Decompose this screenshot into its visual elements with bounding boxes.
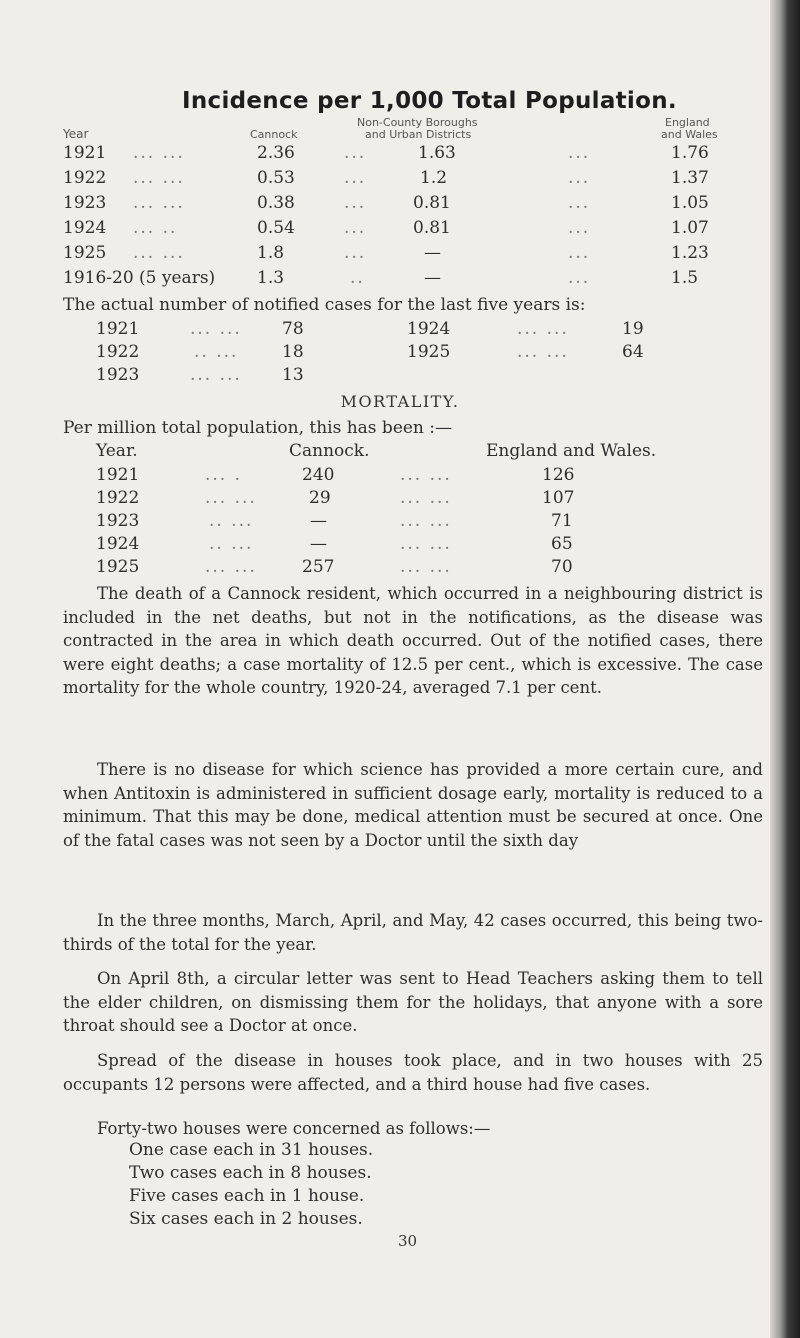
count-cell: 64 bbox=[622, 342, 644, 362]
leader-dots: ... ... bbox=[190, 319, 242, 339]
cannock-cell: — bbox=[310, 511, 327, 531]
house-list-item: Five cases each in 1 house. bbox=[129, 1186, 365, 1206]
house-list-item: Two cases each in 8 houses. bbox=[129, 1163, 372, 1183]
year-cell: 1925 bbox=[96, 557, 140, 577]
incidence-row bbox=[0, 243, 800, 269]
cannock-cell: 2.36 bbox=[257, 143, 295, 163]
header-england-line2: and Wales bbox=[661, 128, 718, 141]
leader-dots: ... ... bbox=[205, 488, 257, 508]
incidence-row bbox=[0, 143, 800, 169]
cannock-cell: 1.8 bbox=[257, 243, 285, 263]
cannock-cell: — bbox=[310, 534, 327, 554]
leader-dots: .. ... bbox=[194, 342, 239, 362]
england-cell: 126 bbox=[542, 465, 575, 485]
leader-dots: ... ... bbox=[517, 342, 569, 362]
leader-dots: ... bbox=[344, 243, 367, 263]
leader-dots: ... ... bbox=[190, 365, 242, 385]
count-cell: 13 bbox=[282, 365, 304, 385]
non-county-cell: — bbox=[424, 243, 441, 263]
leader-dots: ... bbox=[568, 268, 591, 288]
paragraph-text: There is no disease for which science has provided a more certain cure, and when Antitoxin is administered in sufficient dosage early, mortality is reduced to a minimum. That this may be done, medical attention must be secured at once. One of the fatal cases was not seen by a Doctor until the sixth day bbox=[63, 760, 763, 850]
england-cell: 1.5 bbox=[671, 268, 699, 288]
non-county-cell: 0.81 bbox=[413, 218, 451, 238]
leader-dots: ... ... bbox=[400, 488, 452, 508]
leader-dots: ... ... bbox=[133, 193, 185, 213]
body-paragraph bbox=[63, 758, 763, 852]
leader-dots: ... ... bbox=[400, 511, 452, 531]
incidence-row bbox=[0, 168, 800, 194]
year-cell: 1924 bbox=[63, 218, 107, 238]
leader-dots: ... bbox=[344, 193, 367, 213]
year-cell: 1921 bbox=[63, 143, 107, 163]
england-cell: 65 bbox=[551, 534, 573, 554]
mortality-heading: MORTALITY. bbox=[340, 392, 460, 411]
header-non-county-line2: and Urban Districts bbox=[365, 128, 472, 141]
year-cell: 1922 bbox=[63, 168, 107, 188]
cannock-cell: 257 bbox=[302, 557, 335, 577]
body-paragraph bbox=[63, 1117, 763, 1141]
year-cell: 1922 bbox=[96, 488, 140, 508]
year-cell: 1925 bbox=[407, 342, 451, 362]
year-cell: 1916-20 (5 years) bbox=[63, 268, 216, 288]
leader-dots: ... bbox=[344, 218, 367, 238]
cannock-cell: 0.53 bbox=[257, 168, 295, 188]
leader-dots: ... ... bbox=[517, 319, 569, 339]
header-non-county-line1: Non-County Boroughs bbox=[357, 116, 478, 129]
leader-dots: ... bbox=[344, 143, 367, 163]
leader-dots: ... .. bbox=[133, 218, 178, 238]
header-year: Year bbox=[63, 127, 89, 141]
leader-dots: ... ... bbox=[205, 557, 257, 577]
leader-dots: ... ... bbox=[133, 168, 185, 188]
paragraph-text: The death of a Cannock resident, which occurred in a neighbouring district is included in the net deaths, but not in the notifications, as the disease was contracted in the area in which death occurred. Out of the notified cases, there were eight deaths; a case mortality of 12.5 per cent., which is excessive. The case mortality for the whole country, 1920-24, averaged 7.1 per cent. bbox=[63, 584, 763, 698]
mortality-row bbox=[0, 557, 800, 583]
cannock-cell: 0.38 bbox=[257, 193, 295, 213]
non-county-cell: 1.63 bbox=[418, 143, 456, 163]
leader-dots: .. ... bbox=[209, 511, 254, 531]
year-cell: 1923 bbox=[96, 365, 140, 385]
body-paragraph bbox=[63, 1049, 763, 1096]
year-cell: 1922 bbox=[96, 342, 140, 362]
leader-dots: ... . bbox=[205, 465, 243, 485]
body-paragraph bbox=[63, 582, 763, 700]
cannock-cell: 240 bbox=[302, 465, 335, 485]
page-title: Incidence per 1,000 Total Population. bbox=[182, 88, 677, 114]
year-cell: 1923 bbox=[96, 511, 140, 531]
year-cell: 1925 bbox=[63, 243, 107, 263]
leader-dots: ... bbox=[568, 143, 591, 163]
leader-dots: .. ... bbox=[209, 534, 254, 554]
leader-dots: ... bbox=[568, 243, 591, 263]
leader-dots: ... bbox=[568, 193, 591, 213]
england-cell: 70 bbox=[551, 557, 573, 577]
england-cell: 1.07 bbox=[671, 218, 709, 238]
cannock-cell: 0.54 bbox=[257, 218, 295, 238]
paragraph-text: Spread of the disease in houses took place, and in two houses with 25 occupants 12 persons were affected, and a third house had five cases. bbox=[63, 1051, 763, 1094]
mortality-intro: Per million total population, this has been :— bbox=[63, 418, 453, 438]
count-cell: 19 bbox=[622, 319, 644, 339]
mortality-header-row bbox=[0, 441, 800, 467]
notified-intro: The actual number of notified cases for the last five years is: bbox=[63, 295, 586, 315]
incidence-row bbox=[0, 218, 800, 244]
england-cell: 1.37 bbox=[671, 168, 709, 188]
england-cell: 71 bbox=[551, 511, 573, 531]
year-cell: 1921 bbox=[96, 465, 140, 485]
count-cell: 18 bbox=[282, 342, 304, 362]
leader-dots: ... ... bbox=[400, 557, 452, 577]
house-list-item: One case each in 31 houses. bbox=[129, 1140, 374, 1160]
year-cell: 1924 bbox=[407, 319, 451, 339]
incidence-row bbox=[0, 193, 800, 219]
body-paragraph bbox=[63, 909, 763, 956]
leader-dots: ... bbox=[568, 168, 591, 188]
header-england: England and Wales. bbox=[486, 441, 657, 461]
leader-dots: ... ... bbox=[133, 243, 185, 263]
body-paragraph bbox=[63, 967, 763, 1038]
leader-dots: ... ... bbox=[400, 534, 452, 554]
year-cell: 1923 bbox=[63, 193, 107, 213]
header-year: Year. bbox=[96, 441, 138, 461]
paragraph-text: On April 8th, a circular letter was sent to Head Teachers asking them to tell the elder children, on dismissing them for the holidays, that anyone with a sore throat should see a Doctor at once. bbox=[63, 969, 763, 1036]
paragraph-text: In the three months, March, April, and May, 42 cases occurred, this being two-thirds of the total for the year. bbox=[63, 911, 763, 954]
year-cell: 1924 bbox=[96, 534, 140, 554]
non-county-cell: 0.81 bbox=[413, 193, 451, 213]
england-cell: 107 bbox=[542, 488, 575, 508]
non-county-cell: 1.2 bbox=[420, 168, 448, 188]
year-cell: 1921 bbox=[96, 319, 140, 339]
header-england-line1: England bbox=[665, 116, 710, 129]
leader-dots: ... ... bbox=[400, 465, 452, 485]
header-cannock: Cannock bbox=[250, 128, 298, 141]
england-cell: 1.76 bbox=[671, 143, 709, 163]
leader-dots: ... ... bbox=[133, 143, 185, 163]
non-county-cell: — bbox=[424, 268, 441, 288]
header-cannock: Cannock. bbox=[289, 441, 370, 461]
page-number: 30 bbox=[398, 1232, 418, 1250]
england-cell: 1.23 bbox=[671, 243, 709, 263]
leader-dots: ... bbox=[344, 168, 367, 188]
incidence-row bbox=[0, 268, 800, 294]
cannock-cell: 29 bbox=[309, 488, 331, 508]
notified-row bbox=[0, 365, 800, 391]
paragraph-text: Forty-two houses were concerned as follows:— bbox=[97, 1119, 491, 1138]
cannock-cell: 1.3 bbox=[257, 268, 285, 288]
leader-dots: .. bbox=[350, 268, 365, 288]
count-cell: 78 bbox=[282, 319, 304, 339]
leader-dots: ... bbox=[568, 218, 591, 238]
england-cell: 1.05 bbox=[671, 193, 709, 213]
house-list-item: Six cases each in 2 houses. bbox=[129, 1209, 363, 1229]
